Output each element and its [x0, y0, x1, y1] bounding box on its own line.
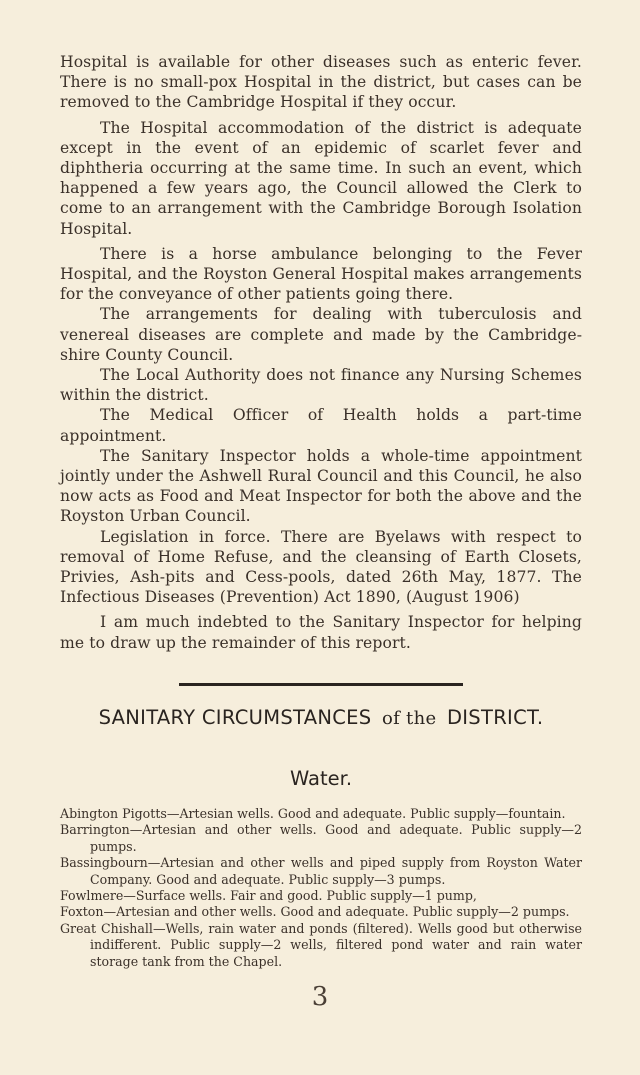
body-text [60, 52, 582, 653]
paragraph-sanitary-inspector: The Sanitary Inspector holds a whole-time appointment jointly under the Ashwell Rural Council and this Council, he also now acts as Food and Meat Inspector for both the above and the Royston Urban Council. [60, 446, 582, 526]
list-item: Fowlmere—Surface wells. Fair and good. Public supply—1 pump, [60, 887, 477, 903]
paragraph-ambulance: There is a horse ambulance belonging to the Fever Hospital, and the Royston General Hospital makes arrangements for the conveyance of other patients going there. [60, 244, 582, 304]
water-supply-list [60, 806, 582, 970]
section-title-tail: DISTRICT. [446, 705, 544, 729]
paragraph-medical-officer: The Medical Officer of Health holds a part-time appointment. [60, 406, 582, 445]
paragraph-hospital-availability: Hospital is available for other diseases such as enteric fever. There is no small-pox Hospital in the district, but cases can be removed to the Cambridge Hospital if they occur. [60, 53, 582, 112]
paragraph-hospital-accommodation: The Hospital accommodation of the district is adequate except in the event of an epidemic of scarlet fever and diphtheria occurring at the same time. In such an event, which happened a few years ago, the Council allowed the Clerk to come to an arrangement with the Cambridge Borough Isolation Hospital. [60, 118, 582, 238]
paragraph-tuberculosis: The arrangements for dealing with tuberculosis and venereal diseases are complete and made by the Cambridgeshire County Council. [60, 305, 582, 364]
list-item: Great Chishall—Wells, rain water and ponds (filtered). Wells good but otherwise indifferent. Public supply—2 wells, filtered pond water and rain water storage tank from the Chapel. [60, 920, 582, 969]
section-title-main: SANITARY CIRCUMSTANCES [98, 705, 372, 729]
section-title [60, 706, 582, 729]
document-page [60, 52, 582, 970]
list-item: Bassingbourn—Artesian and other wells and piped supply from Royston Water Company. Good and adequate. Public supply—3 pumps. [60, 855, 582, 887]
list-item: Abington Pigotts—Artesian wells. Good and adequate. Public supply—fountain. [60, 805, 566, 821]
paragraph-nursing-schemes: The Local Authority does not finance any Nursing Schemes within the district. [60, 366, 582, 405]
subsection-title-water: Water. [289, 766, 353, 790]
paragraph-acknowledgement: I am much indebted to the Sanitary Inspector for helping me to draw up the remainder of this report. [60, 613, 582, 652]
paragraph-legislation: Legislation in force. There are Byelaws with respect to removal of Home Refuse, and the cleansing of Earth Closets, Privies, Ash-pits and Cess-pools, dated 26th May, 1877. The Infectious Diseases (Prevention) Act 1890, (August 1906) [60, 527, 582, 607]
list-item: Foxton—Artesian and other wells. Good and adequate. Public supply—2 pumps. [60, 904, 570, 920]
page-number: 3 [311, 982, 329, 1012]
section-divider [179, 683, 463, 686]
section-title-of-the: of the [381, 707, 437, 729]
list-item: Barrington—Artesian and other wells. Good and adequate. Public supply—2 pumps. [60, 822, 582, 854]
